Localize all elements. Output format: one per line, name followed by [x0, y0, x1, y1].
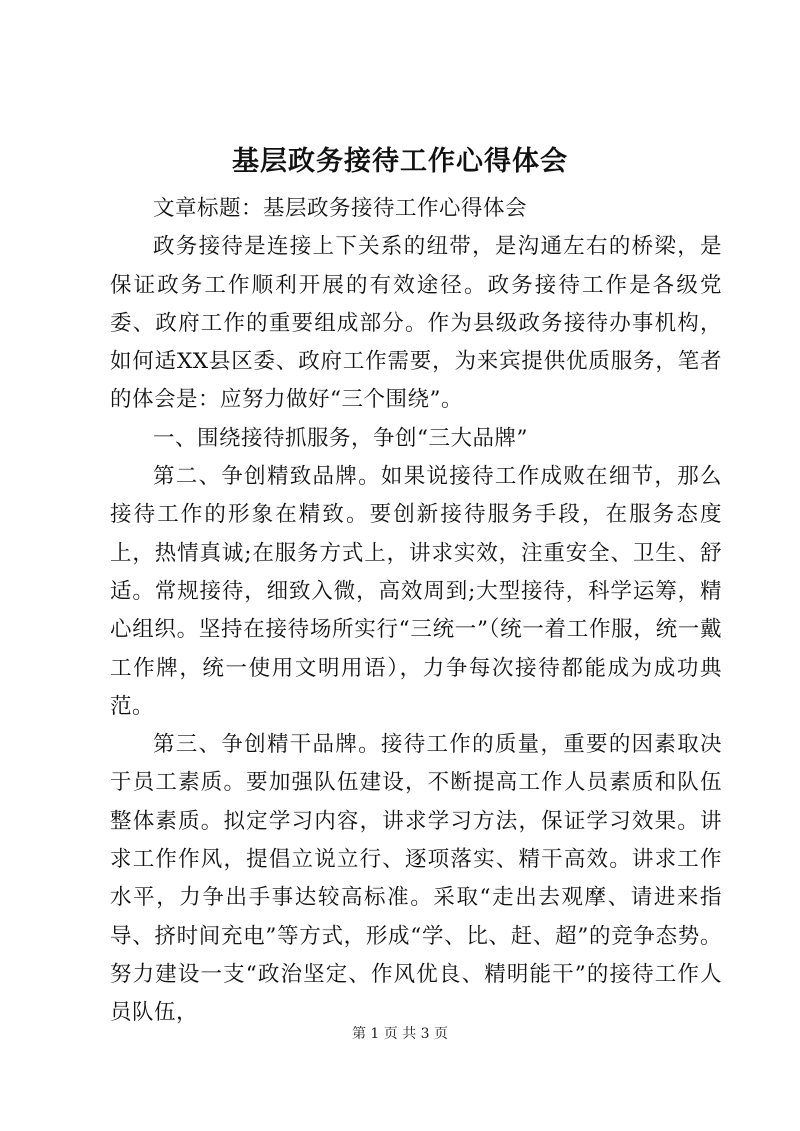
page-number-footer: 第 1 页 共 3 页	[351, 1026, 449, 1042]
paragraph-third-brand: 第三、争创精干品牌。接待工作的质量，重要的因素取决于员工素质。要加强队伍建设，不断提高工作人员素质和队伍整体素质。拟定学习内容，讲求学习方法，保证学习效果。讲求工作作风，提倡立说立行、逐项落实、精干高效。讲求工作水平，力争出手事达较高标准。采取“走出去观摩、请进来指导、挤时间充电”等方式，形成“学、比、赶、超”的竞争态势。努力建设一支“政治坚定、作风优良、精明能干”的接待工作人员队伍，	[110, 732, 722, 1026]
paragraph-second-brand: 第二、争创精致品牌。如果说接待工作成败在细节，那么接待工作的形象在精致。要创新接待服务手段，在服务态度上，热情真诚;在服务方式上，讲求实效，注重安全、卫生、舒适。常规接待，细致入微，高效周到;大型接待，科学运筹，精心组织。坚持在接待场所实行“三统一”（统一着工作服，统一戴工作牌，统一使用文明用语），力争每次接待都能成为成功典范。	[110, 464, 722, 719]
section-heading-1: 一、围绕接待抓服务，争创“三大品牌”	[153, 425, 528, 451]
paragraph-article-title: 文章标题：基层政务接待工作心得体会	[153, 196, 528, 221]
paragraph-intro: 政务接待是连接上下关系的纽带，是沟通左右的桥梁，是保证政务工作顺利开展的有效途径。政务接待工作是各级党委、政府工作的重要组成部分。作为县级政务接待办事机构，如何适XX县区委、政府工作需要，为来宾提供优质服务，笔者的体会是：应努力做好“三个围绕”。	[110, 234, 722, 413]
document-body	[110, 190, 722, 1033]
document-title: 基层政务接待工作心得体会	[232, 146, 568, 177]
